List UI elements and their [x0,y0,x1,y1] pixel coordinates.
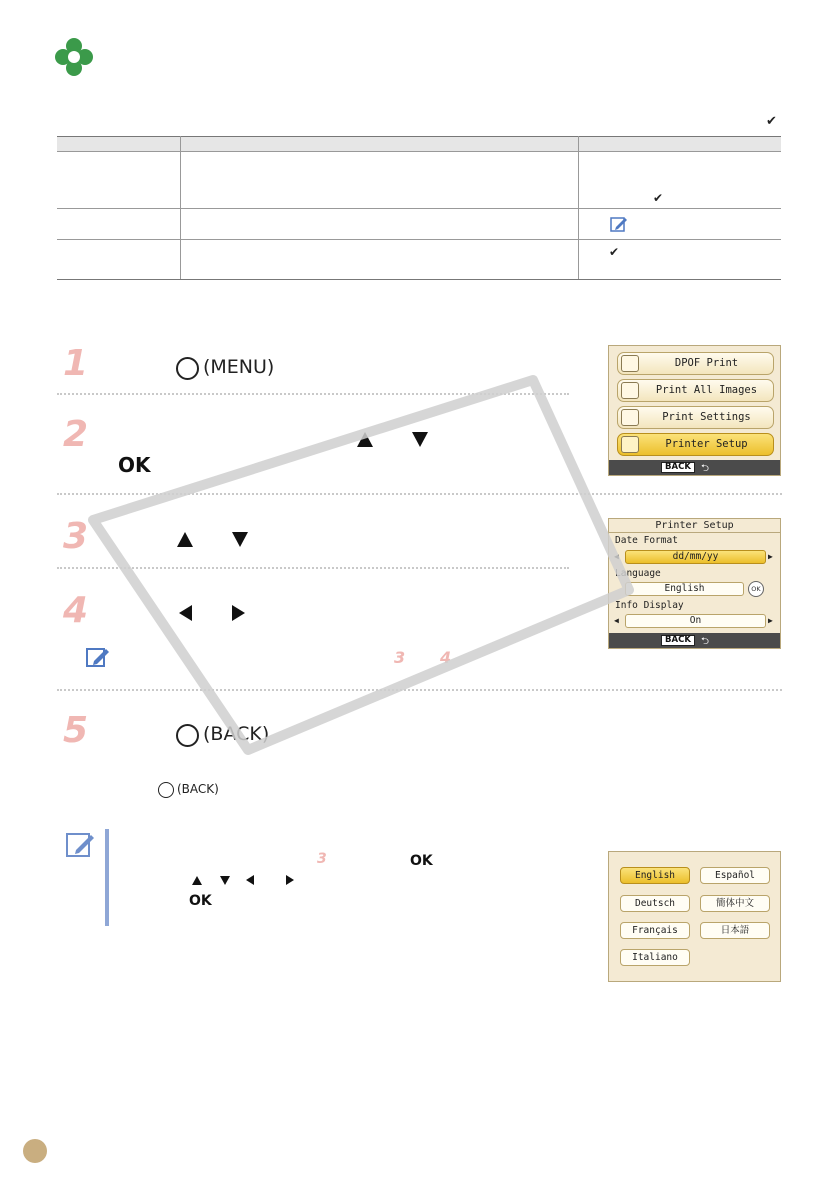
step-reference: 3 [317,851,327,867]
down-arrow-icon [412,432,428,447]
right-arrow-icon: ▶ [768,552,773,561]
table-header-row [57,136,781,152]
printer-hand-icon [621,355,639,372]
language-field[interactable]: English [625,582,744,596]
printer-setup-screen [608,518,781,649]
pencil-note-icon [610,216,628,233]
right-arrow-icon [232,605,245,621]
language-option[interactable]: Español [700,867,770,884]
step-number: 1 [63,343,89,384]
return-arrow-icon: ⮌ [701,636,710,647]
language-option[interactable]: English [620,867,690,884]
step-separator [57,689,782,691]
step-separator [57,567,569,569]
return-arrow-icon: ⮌ [701,463,710,474]
up-arrow-icon [192,876,202,885]
menu-item-label: Print All Images [655,384,758,396]
left-arrow-icon [179,605,192,621]
settings-table [57,136,781,280]
ok-button-label: OK [189,893,212,909]
menu-item-label: Printer Setup [665,438,748,450]
language-option[interactable]: Deutsch [620,895,690,912]
check-icon: ✔ [653,191,664,205]
back-button-label: (BACK) [203,723,270,745]
ok-button-label: OK [410,853,433,869]
back-label: BACK [661,462,695,473]
back-button-label: (BACK) [177,782,219,796]
pencil-note-icon [66,831,96,859]
step-reference: 4 [440,648,452,667]
field-label: Language [615,568,661,579]
menu-item-label: Print Settings [662,411,751,423]
info-display-field[interactable]: On [625,614,766,628]
note-bar [105,829,109,926]
right-arrow-icon: ▶ [768,616,773,625]
clover-logo-icon [54,37,94,77]
back-label: BACK [661,635,695,646]
up-arrow-icon [357,432,373,447]
language-option[interactable]: Français [620,922,690,939]
check-icon: ✔ [609,245,620,259]
ok-button-label: OK [118,453,151,477]
step-separator [57,393,569,395]
ok-badge-icon: OK [748,581,764,597]
step-number: 4 [63,590,89,631]
tools-icon [621,436,639,453]
language-option[interactable]: 簡体中文 [700,895,770,912]
field-label: Info Display [615,600,684,611]
down-arrow-icon [232,532,248,547]
pencil-note-icon [86,646,110,668]
left-arrow-icon: ◀ [614,616,619,625]
back-button-icon [158,782,174,798]
language-option[interactable]: 日本語 [700,922,770,939]
check-icon: ✔ [766,114,777,129]
date-format-field[interactable]: dd/mm/yy [625,550,766,564]
step-number: 2 [63,414,89,455]
table-row-divider [57,208,781,209]
table-bottom-border [57,279,781,280]
menu-button-icon [176,357,199,380]
language-option[interactable]: Italiano [620,949,690,966]
menu-item-printer-setup[interactable] [617,433,774,456]
screen-footer-bar [609,460,780,475]
step-separator [57,493,782,495]
screen-title: Printer Setup [609,519,780,533]
left-arrow-icon: ◀ [614,552,619,561]
step-reference: 3 [394,648,406,667]
down-arrow-icon [220,876,230,885]
table-row-divider [57,239,781,240]
language-screen [608,851,781,982]
screen-footer-bar [609,633,780,648]
menu-screen [608,345,781,476]
menu-button-label: (MENU) [203,356,275,378]
left-arrow-icon [246,875,254,885]
menu-item-print-settings[interactable] [617,406,774,429]
menu-item-label: DPOF Print [674,357,739,369]
step-number: 5 [63,710,89,751]
settings-icon [621,409,639,426]
up-arrow-icon [177,532,193,547]
images-icon [621,382,639,399]
page-marker [23,1139,47,1163]
menu-item-print-all-images[interactable] [617,379,774,402]
field-label: Date Format [615,535,678,546]
menu-item-dpof-print[interactable] [617,352,774,375]
step-number: 3 [63,516,89,557]
right-arrow-icon [286,875,294,885]
back-button-icon [176,724,199,747]
